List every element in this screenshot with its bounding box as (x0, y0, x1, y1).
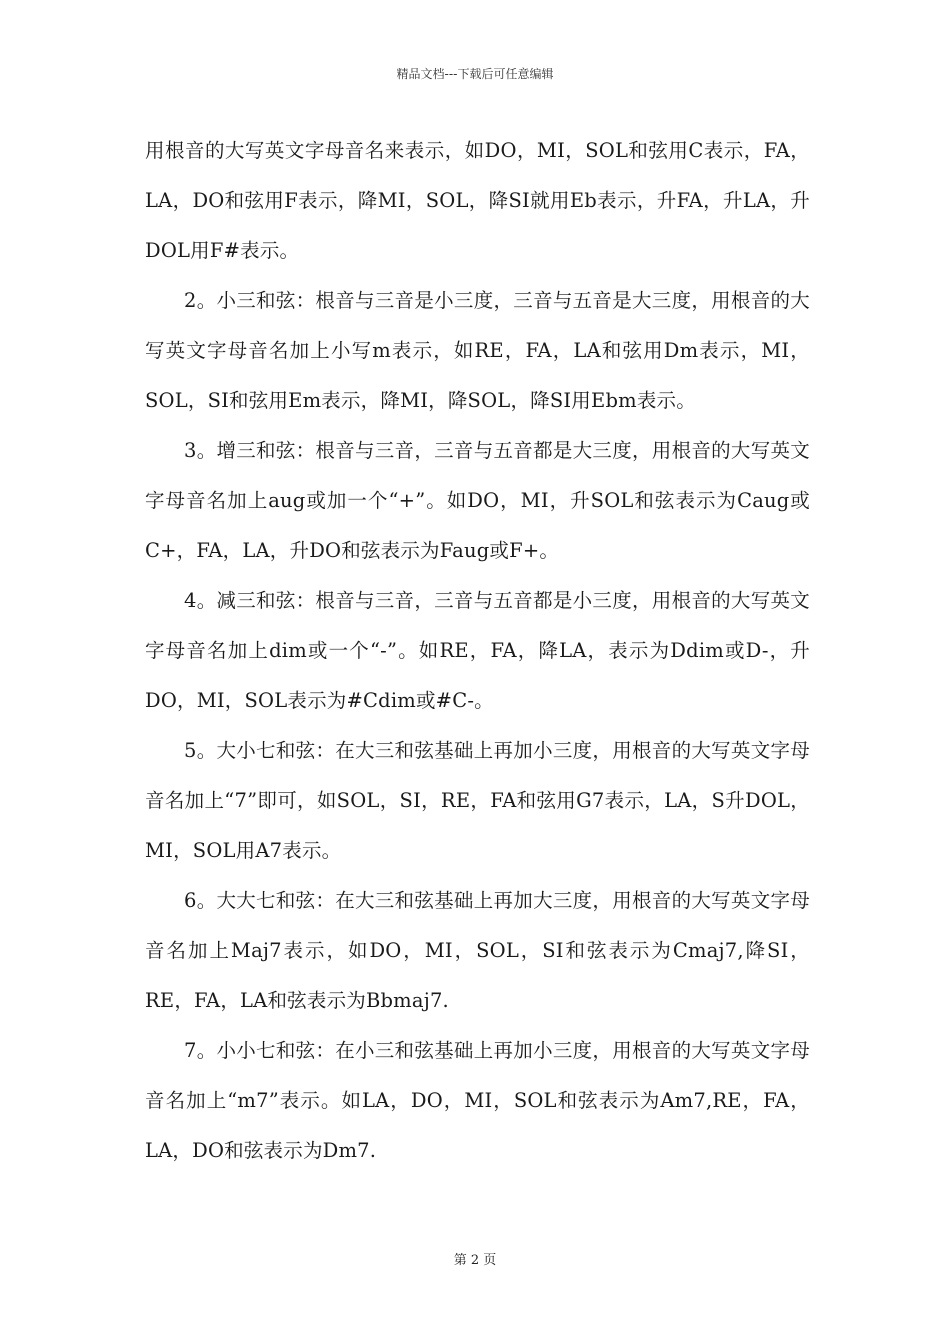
paragraph-diminished-triad: 4。减三和弦：根音与三音，三音与五音都是小三度，用根音的大写英文字母音名加上dim或一个“-”。如RE，FA，降LA，表示为Ddim或D-，升DO，MI，SOL表示为#Cdim或#C-。 (145, 589, 810, 712)
paragraph-major-seventh: 6。大大七和弦：在大三和弦基础上再加大三度，用根音的大写英文字母音名加上Maj7表示，如DO，MI，SOL，SI和弦表示为Cmaj7,降SI，RE，FA，LA和弦表示为Bbmaj7. (145, 889, 810, 1012)
page-number: 第 2 页 (453, 1253, 497, 1268)
paragraph-minor-seventh: 7。小小七和弦：在小三和弦基础上再加小三度，用根音的大写英文字母音名加上“m7”表示。如LA，DO，MI，SOL和弦表示为Am7,RE，FA，LA，DO和弦表示为Dm7. (145, 1039, 810, 1162)
document-body (145, 126, 810, 1176)
page-header: 精品文档---下载后可任意编辑 (396, 67, 554, 81)
paragraph-dominant-seventh: 5。大小七和弦：在大三和弦基础上再加小三度，用根音的大写英文字母音名加上“7”即可，如SOL，SI，RE，FA和弦用G7表示，LA，S升DOL，MI，SOL用A7表示。 (145, 739, 810, 862)
paragraph-augmented-triad: 3。增三和弦：根音与三音，三音与五音都是大三度，用根音的大写英文字母音名加上aug或加一个“+”。如DO，MI，升SOL和弦表示为Caug或C+，FA，LA，升DO和弦表示为Faug或F+。 (145, 439, 810, 562)
paragraph-minor-triad: 2。小三和弦：根音与三音是小三度，三音与五音是大三度，用根音的大写英文字母音名加上小写m表示，如RE，FA，LA和弦用Dm表示，MI，SOL，SI和弦用Em表示，降MI，降SOL，降SI用Ebm表示。 (145, 289, 810, 412)
paragraph-major-triad-continued: 用根音的大写英文字母音名来表示，如DO，MI，SOL和弦用C表示，FA，LA，DO和弦用F表示，降MI，SOL，降SI就用Eb表示，升FA，升LA，升DOL用F#表示。 (145, 139, 810, 262)
